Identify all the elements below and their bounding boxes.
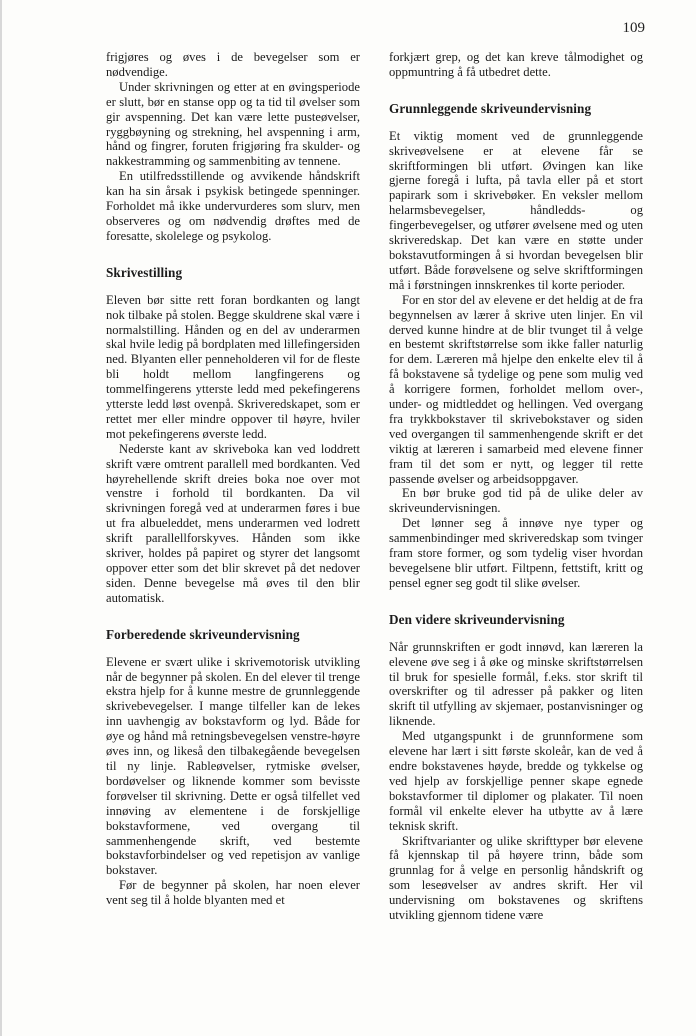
paragraph: forkjært grep, og det kan kreve tålmodighet og oppmuntring å få utbedret dette. bbox=[389, 50, 643, 79]
paragraph: Under skrivningen og etter at en øvingsperiode er slutt, bør en stanse opp og ta tid til øvelser som gir avspenning. Det kan være lette pusteøvelser, ryggbøyning og strekning, hel avspenning i arm, hånd og fingrer, foruten frigjøring fra skulder- og nakkestramming og sammenbiting av tennene. bbox=[106, 79, 360, 169]
paragraph: For en stor del av elevene er det heldig at de fra begynnelsen av lærer å skrive uten linjer. En vil derved kunne hindre at de blir tvunget til å velge en bestemt skriftstørrelse som ikke faller naturlig for dem. Læreren må hjelpe den enkelte elev til å få bokstavene så tydelige og pene som mulig ved å korrigere formen, forholdet mellom over-, under- og midtleddet og hellingen. Ved overgang fra trykkbokstaver til skrivebokstaver og siden ved overgangen til sammenhengende skrift er det viktig at læreren i samarbeid med elevene finner fram til det som er nytt, og legger til rette passende øvelser og arbeidsoppgaver. bbox=[389, 292, 643, 486]
page-edge-shadow bbox=[0, 0, 2, 1036]
paragraph: Et viktig moment ved de grunnleggende skriveøvelsene er at elevene får se skriftformingen bli utført. Øvingen kan like gjerne foregå i lufta, på tavla eller på et stort papirark som i skrivebøker. En veksler mellom helarmsbevegelser, håndledds- og fingerbevegelser, og utfører øvelsene med og uten skriveredskap. Det kan være en støtte under bokstavutformingen å si hvordan bevegelsen blir utført. Både forøvelsene og selve skriftformingen må i førstningen innskrenkes til korte perioder. bbox=[389, 128, 643, 292]
paragraph: En bør bruke god tid på de ulike deler av skriveundervisningen. bbox=[389, 486, 643, 516]
section-heading-forberedende: Forberedende skriveundervisning bbox=[106, 626, 300, 642]
paragraph: Det lønner seg å innøve nye typer og sammenbindinger med skriveredskap som tvinger fram store former, og som tydelig viser hvordan bevegelsene blir utført. Filtpenn, fettstift, kritt og pensel egner seg godt til slike øvelser. bbox=[389, 516, 643, 590]
paragraph: Eleven bør sitte rett foran bordkanten og langt nok tilbake på stolen. Begge skuldrene skal være i normalstilling. Hånden og en del av underarmen skal hvile ledig på bordplaten med lillefingersiden ned. Blyanten eller penneholderen vil for de fleste bli holdt mellom langfingerens og tommelfingerens ytterste ledd med pekefingerens ytterste ledd løst ovenpå. Skriveredskapet, som er rettet mer eller mindre oppover til høyre, hviler mot pekefingerens øverste ledd. bbox=[106, 292, 360, 441]
paragraph: Før de begynner på skolen, har noen elever vent seg til å holde blyanten med et bbox=[106, 878, 360, 908]
page-number: 109 bbox=[622, 20, 645, 36]
paragraph: frigjøres og øves i de bevegelser som er nødvendige. bbox=[106, 50, 360, 79]
section-heading-grunnleggende: Grunnleggende skriveundervisning bbox=[389, 100, 592, 116]
paragraph: Når grunnskriften er godt innøvd, kan læreren la elevene øve seg i å øke og minske skriftstørrelsen til bruk for spesielle formål, f.eks. stor skrift til overskrifter og til adresser på pakker og liten skrift til utfylling av skjemaer, postanvisninger og liknende. bbox=[389, 639, 643, 729]
section-heading-skrivestilling: Skrivestilling bbox=[106, 264, 183, 280]
section-heading-videre: Den videre skriveundervisning bbox=[389, 611, 565, 627]
paragraph: Skriftvarianter og ulike skrifttyper bør elevene få kjennskap til på høyere trinn, både som grunnlag for å velge en personlig håndskrift og som leseøvelser av andres skrift. Her vil undervisning om bokstavenes og skriftens utvikling gjennom tidene være bbox=[389, 833, 643, 923]
left-column bbox=[106, 50, 360, 908]
paragraph: Elevene er svært ulike i skrivemotorisk utvikling når de begynner på skolen. En del elever til trenge ekstra hjelp for å kunne mestre de grunnleggende skrivebevegelser. I mange tilfeller kan de lekes inn uavhengig av bokstavform og lyd. Både for øye og hånd må retningsbevegelsen venstre-høyre øves inn, og likeså den tilbakegående bevegelsen til ny linje. Rableøvelser, rytmiske øvelser, bordøvelser og liknende kommer som bevisste forøvelser til skrivning. Dette er også tilfellet ved innøving av elementene i de forskjellige bokstavformene, ved overgang til sammenhengende skrift, ved bestemte bokstavforbindelser og ved repetisjon av vanlige bokstaver. bbox=[106, 654, 360, 878]
paragraph: Med utgangspunkt i de grunnformene som elevene har lært i sitt første skoleår, kan de ved å endre bokstavenes høyde, bredde og tykkelse og ved hjelp av forskjellige penner skape egnede bokstavformer til diplomer og plakater. Til noen formål vil enkelte elever ha utbytte av å lære teknisk skrift. bbox=[389, 729, 643, 833]
right-column bbox=[389, 50, 643, 923]
paragraph: Nederste kant av skriveboka kan ved loddrett skrift være omtrent parallell med bordkanten. Ved høyrehellende skrift dreies boka noe over mot venstre i forhold til bordkanten. Da vil skrivningen foregå ved at underarmen føres i bue ut fra albueleddet, mens underarmen ved lodrett skrift parallellforskyves. Hånden som ikke skriver, holdes på papiret og styrer det langsomt oppover etter som det blir skrevet på det nedover siden. Denne bevegelse må øves til den blir automatisk. bbox=[106, 441, 360, 605]
paragraph: En utilfredsstillende og avvikende håndskrift kan ha sin årsak i psykisk betingede spenninger. Forholdet må ikke undervurderes som slurv, men observeres og om nødvendig drøftes med de foresatte, skolelege og psykolog. bbox=[106, 169, 360, 243]
